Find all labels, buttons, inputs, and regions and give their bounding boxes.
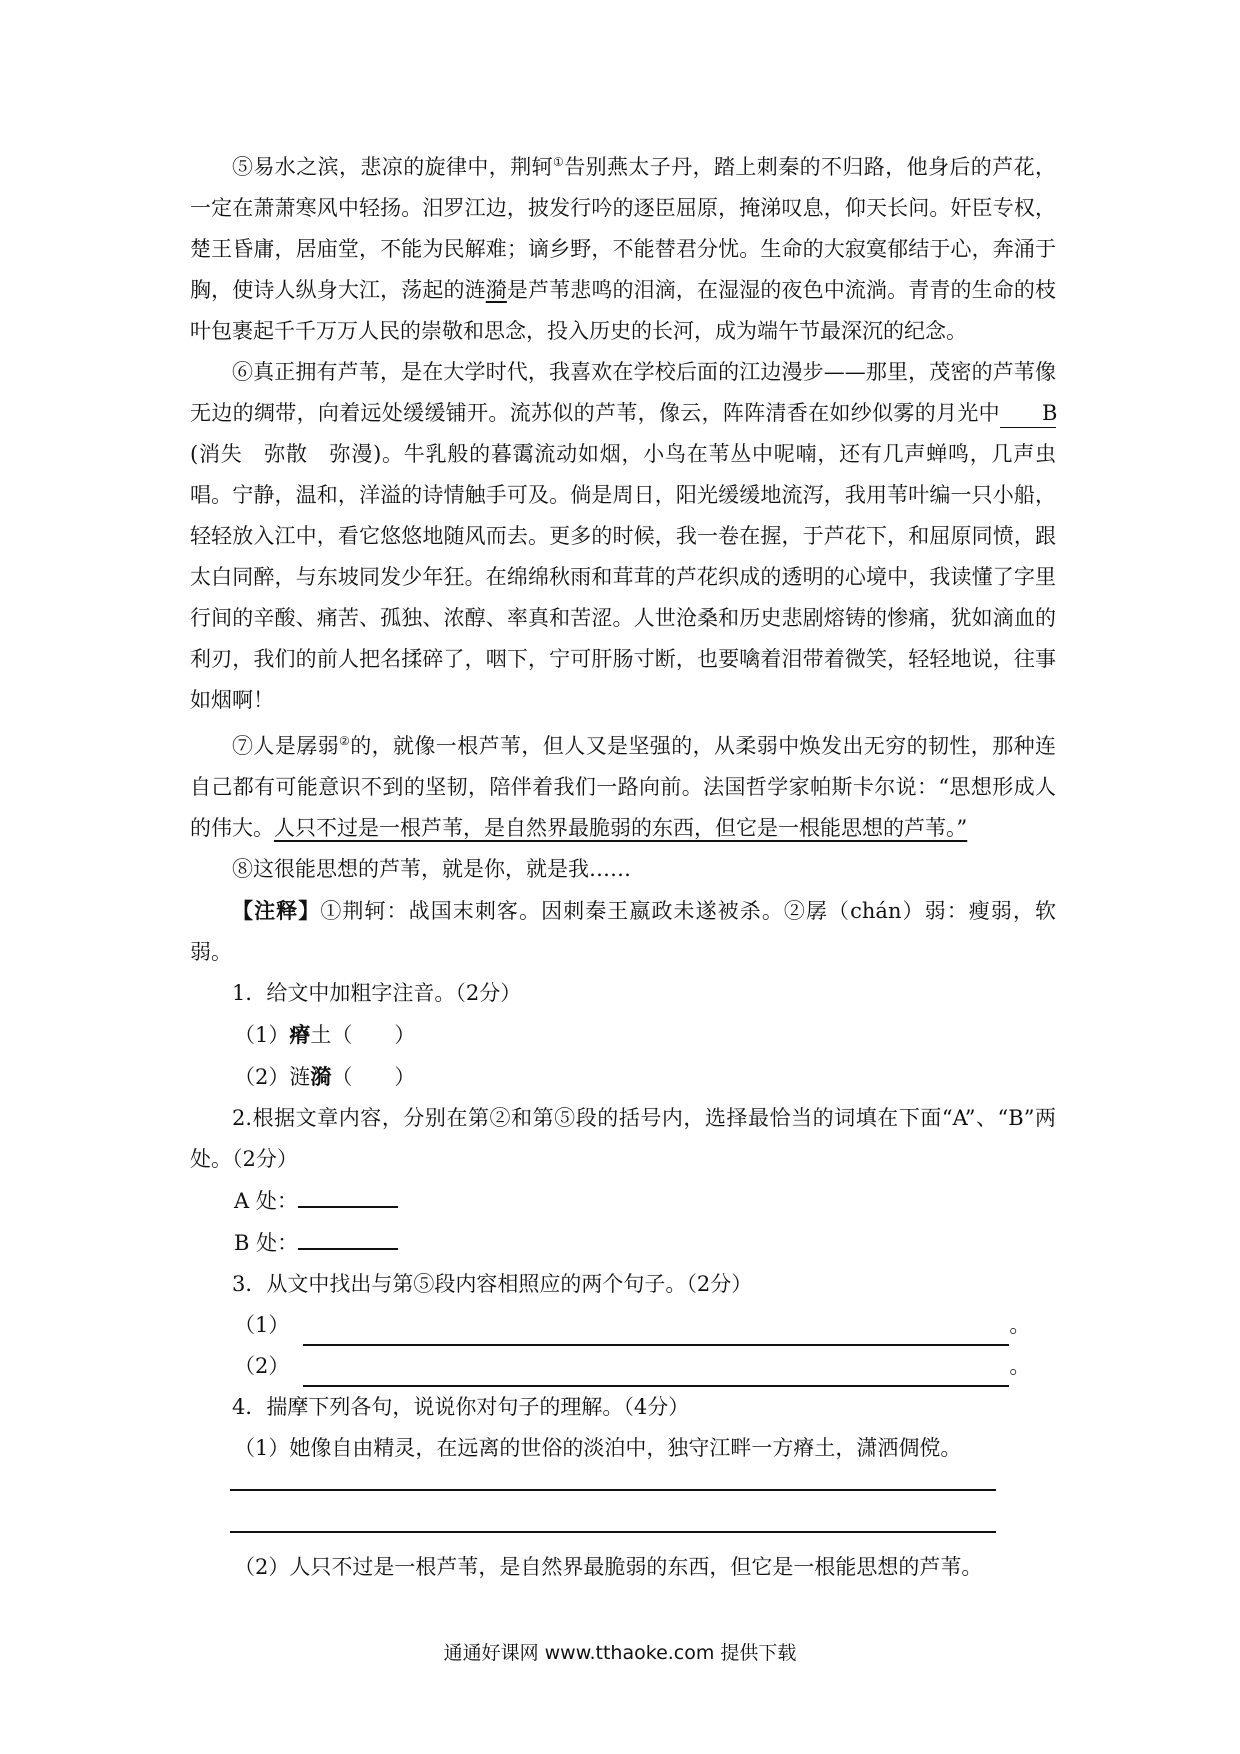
para5-text-1: ⑤易水之滨，悲凉的旋律中，荆轲 bbox=[232, 155, 554, 179]
paragraph-8: ⑧这很能思想的芦苇，就是你，就是我…… bbox=[232, 857, 631, 881]
q3-answer-2-end: 。 bbox=[1009, 1354, 1031, 1378]
answer-b-blank[interactable] bbox=[298, 1222, 398, 1250]
page-footer: 通通好课网 www.tthaoke.com 提供下载 bbox=[443, 1642, 797, 1664]
answer-b-label: B 处： bbox=[234, 1231, 299, 1255]
q3-answer-2-line[interactable] bbox=[303, 1355, 1009, 1387]
paragraph-7 bbox=[190, 721, 1056, 849]
question-4-title: 4．揣摩下列各句，说说你对句子的理解。（4分） bbox=[232, 1395, 690, 1419]
q3-answer-1 bbox=[190, 1305, 1056, 1346]
bold-char-1: 瘠 bbox=[289, 1022, 311, 1047]
note-label: 【注释】 bbox=[232, 898, 321, 923]
document-content bbox=[190, 142, 1056, 1588]
footnote-ref-2: ② bbox=[339, 734, 351, 748]
q3-answer-2 bbox=[190, 1346, 1056, 1387]
underlined-sentence: 人只不过是一根芦苇，是自然界最脆弱的东西，但它是一根能思想的芦苇。” bbox=[274, 816, 968, 840]
question-4-sentence-2: （2）人只不过是一根芦苇，是自然界最脆弱的东西，但它是一根能思想的芦苇。 bbox=[234, 1555, 983, 1579]
q1-item1-num: （1） bbox=[234, 1023, 290, 1047]
footnote-ref-1: ① bbox=[553, 155, 565, 169]
q1-item2-rest: （ ） bbox=[331, 1065, 416, 1089]
para6-text-1: ⑥真正拥有芦苇，是在大学时代，我喜欢在学校后面的江边漫步——那里，茂密的芦苇像无边的绸带，向着远处缓缓铺开。流苏似的芦苇，像云，阵阵清香在如纱似雾的月光中 bbox=[190, 360, 1056, 425]
q4-answer-line-1[interactable] bbox=[230, 1469, 996, 1491]
blank-b: B bbox=[1000, 399, 1056, 428]
question-1-item-1 bbox=[190, 1014, 1056, 1056]
paragraph-6 bbox=[190, 352, 1056, 721]
q1-item2-num: （2）涟 bbox=[234, 1065, 311, 1089]
answer-a-row bbox=[190, 1180, 1056, 1222]
note-text: ①荆轲：战国末刺客。因刺秦王嬴政未遂被杀。②孱（chán）弱：瘦弱，软弱。 bbox=[190, 899, 1056, 964]
q3-answer-2-num: （2） bbox=[234, 1354, 290, 1378]
answer-b-row bbox=[190, 1222, 1056, 1264]
para5-text-2: 告别燕太子丹，踏上刺秦的不归路，他身后的芦花，一定在萧萧寒风中轻扬。汨罗江边，披发行吟的逐臣屈原，掩涕叹息，仰天长问。奸臣专权，楚王昏庸，居庙堂，不能为民解难；谪乡野，不能替君分忧。生命的大寂寞郁结于心，奔涌于胸，使诗人纵身大江，荡起的涟 bbox=[190, 155, 1057, 302]
question-2-title: 2.根据文章内容，分别在第②和第⑤段的括号内，选择最恰当的词填在下面“A”、“B”两处。（2分） bbox=[190, 1106, 1056, 1171]
notes bbox=[190, 890, 1056, 973]
para6-text-2: (消失 弥散 弥漫)。牛乳般的暮霭流动如烟，小鸟在苇丛中呢喃，还有几声蝉鸣，几声虫唱。宁静，温和，洋溢的诗情触手可及。倘是周日，阳光缓缓地流泻，我用苇叶编一只小船，轻轻放入江中，看它悠悠地随风而去。更多的时候，我一卷在握，于芦花下，和屈原同愤，跟太白同醉，与东坡同发少年狂。在绵绵秋雨和茸茸的芦花织成的透明的心境中，我读懂了字里行间的辛酸、痛苦、孤独、浓醇、率真和苦涩。人世沧桑和历史悲剧熔铸的惨痛，犹如滴血的利刃，我们的前人把名揉碎了，咽下，宁可肝肠寸断，也要噙着泪带着微笑，轻轻地说，往事如烟啊！ bbox=[190, 442, 1056, 712]
question-3-title: 3．从文中找出与第⑤段内容相照应的两个句子。（2分） bbox=[232, 1272, 753, 1296]
para5-text-3: 是芦苇悲鸣的泪滴，在湿湿的夜色中流淌。青青的生命的枝叶包裹起千千万万人民的崇敬和思念，投入历史的长河，成为端午节最深沉的纪念。 bbox=[190, 278, 1056, 343]
q4-answer-line-2[interactable] bbox=[230, 1491, 996, 1533]
paragraph-5 bbox=[190, 142, 1056, 352]
para7-text-1: ⑦人是孱弱 bbox=[232, 734, 340, 758]
q3-answer-1-line[interactable] bbox=[303, 1314, 1009, 1346]
q3-answer-1-num: （1） bbox=[234, 1313, 290, 1337]
question-1-item-2 bbox=[190, 1056, 1056, 1098]
q1-item1-rest: 土（ ） bbox=[310, 1023, 416, 1047]
para7-text-2: 的，就像一根芦苇，但人又是坚强的，从柔弱中焕发出无穷的韧性，那种连自己都有可能意识不到的坚韧，陪伴着我们一路向前。法国哲学家帕斯卡尔说：“思想形成人的伟大。 bbox=[190, 734, 1057, 840]
bold-char-2: 漪 bbox=[310, 1064, 332, 1089]
underlined-char: 漪 bbox=[485, 278, 507, 302]
q3-answer-1-end: 。 bbox=[1009, 1313, 1031, 1337]
answer-a-label: A 处： bbox=[234, 1189, 298, 1213]
question-4-sentence-1: （1）她像自由精灵，在远离的世俗的淡泊中，独守江畔一方瘠土，潇洒倜傥。 bbox=[234, 1436, 962, 1460]
answer-a-blank[interactable] bbox=[298, 1180, 398, 1208]
question-1-title: 1．给文中加粗字注音。（2分） bbox=[232, 981, 522, 1005]
